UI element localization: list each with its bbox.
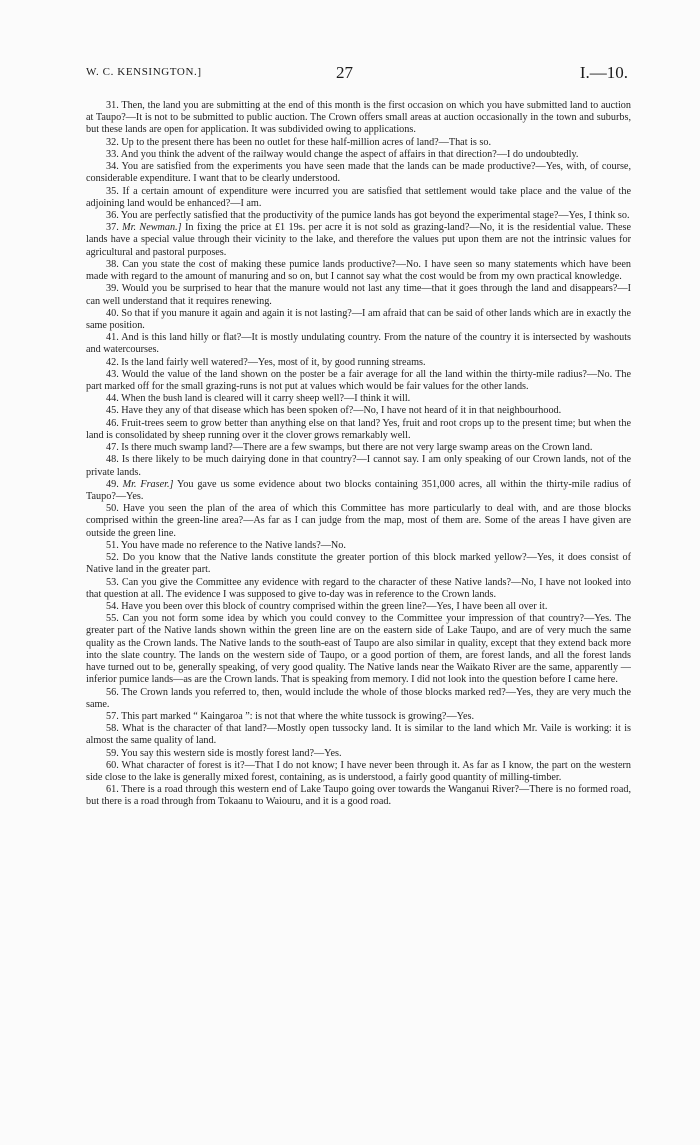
question-text: You gave us some evidence about two blocks containing 351,000 acres, all within the thirty-mile radius of Taupo?—Yes. [86, 478, 632, 502]
question-32: 32. Up to the present there has been no outlet for these half-million acres of land?—That is so. [106, 136, 492, 148]
question-39: 39. Would you be surprised to hear that the manure would not last any time—that it goes through the land and disappears?—I can well understand that it requires renewing. [86, 283, 631, 307]
question-number: 37. [106, 222, 123, 234]
question-55: 55. Can you not form some idea by which you could convey to the Committee your impression of that country?—Yes. The greater part of the Native lands shown within the green line are on the eastern side of Lake Taupo, and are of very much the same quality as the Crown lands. The Native lands to the south-east of Taupo are also similar in quality, except that they extend back more into the slate country. The lands on the western side of Taupo, or a good portion of them, are forest lands, and all the forest lands have turned out to be, generally speaking, of very good quality. The Native lands near the Waikato River are the same, apparently —inferior pumice lands—as are the Crown lands. That is speaking from memory. I did not look into the question before I came here. [86, 613, 631, 686]
question-text: In fixing the price at £1 19s. per acre it is not sold as grazing-land?—No, it is the residential value. These lands have a special value through their vicinity to the lake, and therefore the values put upon them are not the intrinsic values for agricultural and pastoral purposes. [86, 222, 631, 258]
question-48: 48. Is there likely to be much dairying done in that country?—I cannot say. I am only speaking of our Crown lands, not of the private lands. [86, 454, 631, 478]
question-41: 41. And is this land hilly or flat?—It is mostly undulating country. From the nature of the country it is intersected by washouts and watercourses. [86, 332, 631, 356]
question-36: 36. You are perfectly satisfied that the productivity of the pumice lands has got beyond the experimental stage?—Yes, I think so. [106, 209, 630, 221]
question-44: 44. When the bush land is cleared will it carry sheep well?—I think it will. [106, 393, 411, 405]
page-number: 27 [336, 63, 353, 82]
speaker-name: Mr. Newman.] [122, 222, 182, 234]
question-33: 33. And you think the advent of the railway would change the aspect of affairs in that direction?—I do undoubtedly. [106, 148, 579, 160]
paper-reference: I.—10. [579, 63, 628, 82]
question-38: 38. Can you state the cost of making these pumice lands productive?—No. I have seen so many statements which have been made with regard to the amount of manuring and so on, but I cannot say what the cost would be from my own practical knowledge. [86, 258, 631, 283]
question-56: 56. The Crown lands you referred to, then, would include the whole of those blocks marked red?—Yes, they are very much the same. [86, 686, 631, 710]
question-40: 40. So that if you manure it again and again it is not lasting?—I am afraid that can be said of other lands which are in exactly the same position. [86, 307, 631, 331]
question-45: 45. Have they any of that disease which has been spoken of?—No, I have not heard of it in that neighbourhood. [106, 405, 562, 417]
question-60: 60. What character of forest is it?—That I do not know; I have never been through it. As far as I know, the part on the western side close to the lake is generally mixed forest, containing, as is understood, a fairly good quantity of milling-timber. [86, 759, 631, 784]
question-54: 54. Have you been over this block of country comprised within the green line?—Yes, I have been all over it. [106, 600, 548, 612]
page-header [86, 64, 628, 82]
question-53: 53. Can you give the Committee any evidence with regard to the character of these Native lands?—No, I have not looked into that question at all. The evidence I was supposed to give to-day was in reference to the Crown lands. [86, 576, 631, 600]
question-49 [86, 479, 631, 503]
question-37 [86, 222, 631, 259]
question-34: 34. You are satisfied from the experiments you have seen made that the lands can be made productive?—Yes, with, of course, considerable expenditure. I want that to be clearly understood. [86, 161, 631, 185]
question-number: 49. [106, 478, 123, 490]
question-58: 58. What is the character of that land?—Mostly open tussocky land. It is similar to the land which Mr. Vaile is working: it is almost the same quality of land. [86, 723, 631, 747]
question-50: 50. Have you seen the plan of the area of which this Committee has more particularly to deal with, and are those blocks comprised within the green-line area?—As far as I can judge from the map, most of them are. Some of the areas I have given are outside the green line. [86, 503, 631, 539]
question-46: 46. Fruit-trees seem to grow better than anything else on that land? Yes, fruit and root crops up to the present time; but when the land is consolidated by sheep running over it the clover grows remarkably well. [86, 417, 631, 441]
question-43: 43. Would the value of the land shown on the poster be a fair average for all the land within the thirty-mile radius?—No. The part marked off for the small grazing-runs is not put at values which would be fair values for the other lands. [86, 368, 631, 393]
question-31: 31. Then, the land you are submitting at the end of this month is the first occasion on which you have submitted land to auction at Taupo?—It is not to be submitted to public auction. The Crown offers small areas at auction occasionally in the town and suburbs, but these lands are open for application. It was subdivided owing to applications. [86, 100, 631, 136]
evidence-text [86, 100, 631, 809]
witness-name: W. C. KENSINGTON.] [86, 66, 202, 78]
speaker-name: Mr. Fraser.] [122, 478, 174, 490]
question-52: 52. Do you know that the Native lands constitute the greater portion of this block marked yellow?—Yes, it does consist of Native land in the greater part. [86, 552, 631, 576]
question-61: 61. There is a road through this western end of Lake Taupo going over towards the Wanganui River?—There is no formed road, but there is a road through from Tokaanu to Waiouru, and it is a good road. [86, 784, 631, 808]
question-42: 42. Is the land fairly well watered?—Yes, most of it, by good running streams. [106, 356, 426, 368]
question-57: 57. This part marked “ Kaingaroa ”: is not that where the white tussock is growing?—Yes. [106, 710, 474, 722]
question-51: 51. You have made no reference to the Native lands?—No. [106, 539, 346, 551]
question-35: 35. If a certain amount of expenditure were incurred you are satisfied that settlement would take place and the value of the adjoining land would be enhanced?—I am. [86, 185, 631, 209]
question-47: 47. Is there much swamp land?—There are a few swamps, but there are not very large swamp areas on the Crown land. [106, 442, 593, 454]
question-59: 59. You say this western side is mostly forest land?—Yes. [106, 747, 342, 759]
